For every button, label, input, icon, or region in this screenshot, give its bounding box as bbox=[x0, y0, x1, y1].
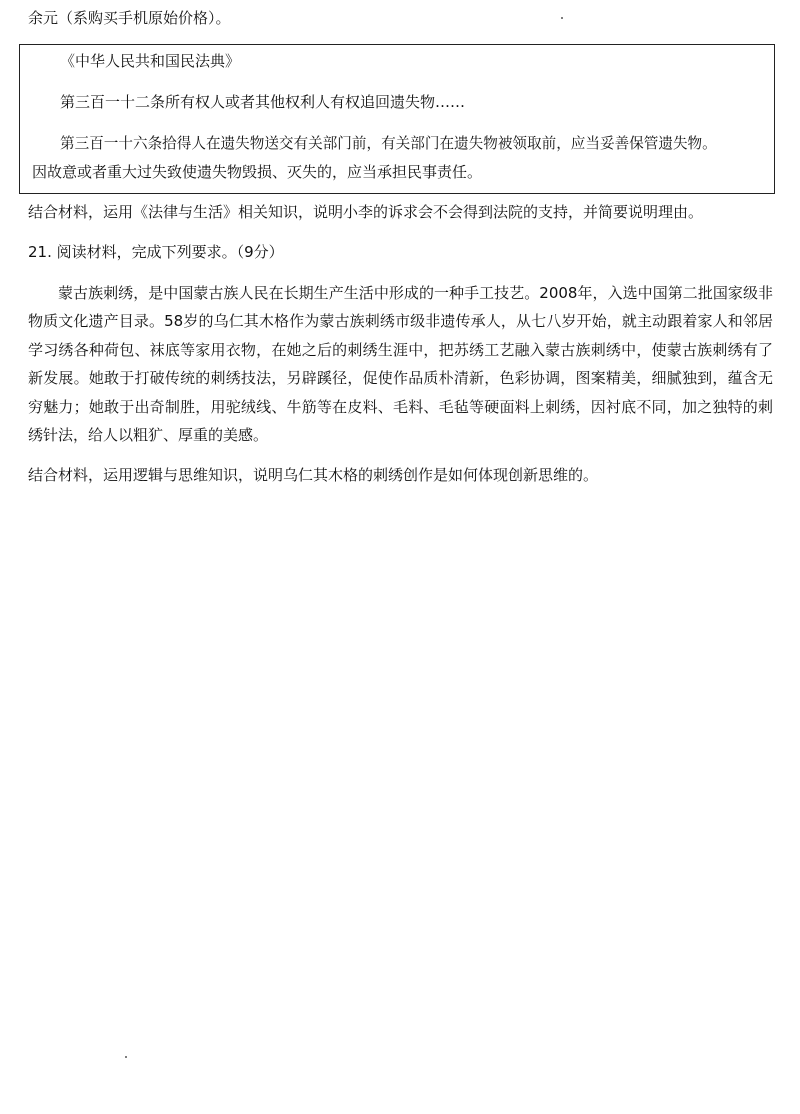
law-excerpt-box bbox=[19, 44, 775, 194]
scan-speck bbox=[125, 1056, 127, 1058]
question-21-material: 蒙古族刺绣，是中国蒙古族人民在长期生产生活中形成的一种手工技艺。2008年，入选中国第二批国家级非物质文化遗产目录。58岁的乌仁其木格作为蒙古族刺绣市级非遗传承人，从七八岁开始，就主动跟着家人和邻居学习绣各种荷包、袜底等家用衣物，在她之后的刺绣生涯中，把苏绣工艺融入蒙古族刺绣中，使蒙古族刺绣有了新发展。她敢于打破传统的刺绣技法，另辟蹊径，促使作品质朴清新，色彩协调，图案精美，细腻独到，蕴含无穷魅力；她敢于出奇制胜，用驼绒线、牛筋等在皮料、毛料、毛毡等硬面料上刺绣，因衬底不同，加之独特的刺绣针法，给人以粗犷、厚重的美感。 bbox=[28, 284, 773, 445]
law-title: 《中华人民共和国民法典》 bbox=[60, 52, 241, 70]
continued-text-line: 余元（系购买手机原始价格）。 bbox=[28, 9, 231, 27]
question-21-prompt: 结合材料，运用逻辑与思维知识，说明乌仁其木格的刺绣创作是如何体现创新思维的。 bbox=[28, 466, 599, 484]
question-21-header: 21. 阅读材料，完成下列要求。（9分） bbox=[28, 243, 284, 261]
law-article-316-line2: 因故意或者重大过失致使遗失物毁损、灭失的，应当承担民事责任。 bbox=[32, 163, 483, 181]
question-20-prompt: 结合材料，运用《法律与生活》相关知识，说明小李的诉求会不会得到法院的支持，并简要说明理由。 bbox=[28, 203, 704, 221]
law-article-312: 第三百一十二条所有权人或者其他权利人有权追回遗失物…… bbox=[60, 93, 466, 111]
scan-speck bbox=[561, 17, 563, 19]
law-article-316-line1: 第三百一十六条拾得人在遗失物送交有关部门前，有关部门在遗失物被领取前，应当妥善保管遗失物。 bbox=[60, 135, 717, 152]
